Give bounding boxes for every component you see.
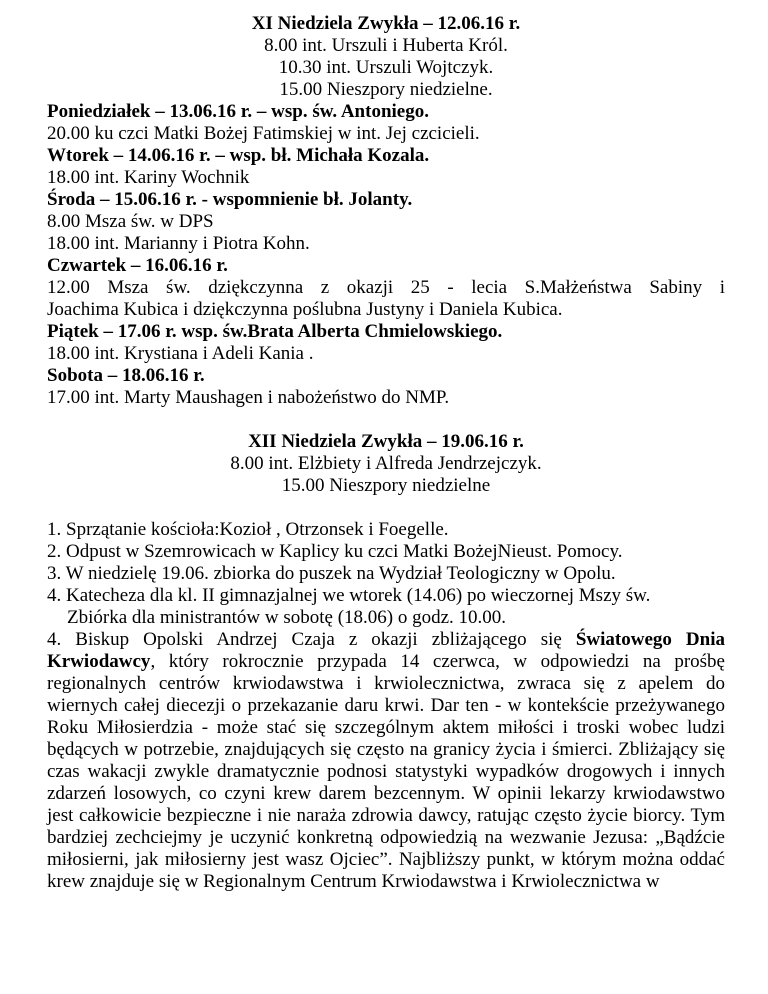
- day-line: 18.00 int. Kariny Wochnik: [47, 167, 250, 188]
- bishop-appeal-bold: Światowego Dnia Krwiodawcy: [47, 629, 725, 672]
- sunday-1-mass: 8.00 int. Urszuli i Huberta Król.: [264, 35, 508, 56]
- day-line: 20.00 ku czci Matki Bożej Fatimskiej w int. Jej czcicieli.: [47, 123, 480, 144]
- day-heading-tuesday: Wtorek – 14.06.16 r. – wsp. bł. Michała Kozala.: [47, 145, 430, 166]
- document-body: [47, 13, 725, 893]
- day-line: 12.00 Msza św. dziękczynna z okazji 25 - lecia S.Małżeństwa Sabiny i: [47, 277, 725, 298]
- day-heading-wednesday: Środa – 15.06.16 r. - wspomnienie bł. Jolanty.: [47, 189, 413, 210]
- sunday-1-mass: 15.00 Nieszpory niedzielne.: [279, 79, 493, 100]
- day-heading-friday: Piątek – 17.06 r. wsp. św.Brata Alberta Chmielowskiego.: [47, 321, 503, 342]
- day-heading-monday: Poniedziałek – 13.06.16 r. – wsp. św. Antoniego.: [47, 101, 429, 122]
- announcement-item: 3. W niedzielę 19.06. zbiorka do puszek na Wydział Teologiczny w Opolu.: [47, 563, 616, 584]
- day-line: 18.00 int. Marianny i Piotra Kohn.: [47, 233, 310, 254]
- sunday-2-title: XII Niedziela Zwykła – 19.06.16 r.: [248, 431, 524, 452]
- bishop-appeal-rest: , który rokrocznie przypada 14 czerwca, w odpowiedzi na prośbę regionalnych centrów krwiodawstwa i krwiolecznictwa, zwraca się z apelem do wiernych całej diecezji o przekazanie daru krwi. Dar ten - w kontekście przeżywanego Roku Miłosierdzia - może stać się szczególnym aktem miłości i troski wobec ludzi będących w potrzebie, znajdujących się często na granicy życia i śmierci. Zbliżający się czas wakacji zwykle dramatycznie podnosi statystyki wypadków drogowych i innych zdarzeń losowych, co czyni krew darem bezcennym. W opinii lekarzy krwiodawstwo jest całkowicie bezpieczne i nie naraża zdrowia dawcy, ratując często życie biorcy. Tym bardziej zechciejmy je uczynić konkretną odpowiedzią na wezwanie Jezusa: „Bądźcie miłosierni, jak miłosierny jest wasz Ojciec”. Najbliższy punkt, w którym można oddać krew znajduje się w Regionalnym Centrum Krwiodawstwa i Krwiolecznictwa w: [47, 651, 725, 892]
- day-line: 18.00 int. Krystiana i Adeli Kania .: [47, 343, 314, 364]
- day-heading-saturday: Sobota – 18.06.16 r.: [47, 365, 205, 386]
- day-line: 8.00 Msza św. w DPS: [47, 211, 214, 232]
- spacer: [47, 497, 725, 519]
- announcement-item: 1. Sprzątanie kościoła:Kozioł , Otrzonsek i Foegelle.: [47, 519, 449, 540]
- announcement-item: 2. Odpust w Szemrowicach w Kaplicy ku czci Matki BożejNieust. Pomocy.: [47, 541, 623, 562]
- sunday-1-mass: 10.30 int. Urszuli Wojtczyk.: [278, 57, 494, 78]
- sunday-2-mass: 8.00 int. Elżbiety i Alfreda Jendrzejczyk.: [230, 453, 542, 474]
- day-line: Joachima Kubica i dziękczynna poślubna Justyny i Daniela Kubica.: [47, 299, 563, 320]
- bishop-appeal-start: 4. Biskup Opolski Andrzej Czaja z okazji zbliżającego się: [47, 629, 562, 650]
- announcement-extra: Zbiórka dla ministrantów w sobotę (18.06) o godz. 10.00.: [67, 607, 507, 628]
- spacer: [47, 409, 725, 431]
- day-heading-thursday: Czwartek – 16.06.16 r.: [47, 255, 228, 276]
- sunday-2-mass: 15.00 Nieszpory niedzielne: [281, 475, 491, 496]
- bishop-appeal-paragraph: [47, 629, 725, 893]
- day-line: 17.00 int. Marty Maushagen i nabożeństwo do NMP.: [47, 387, 450, 408]
- announcement-item: 4. Katecheza dla kl. II gimnazjalnej we wtorek (14.06) po wieczornej Mszy św.: [47, 585, 651, 606]
- sunday-1-title: XI Niedziela Zwykła – 12.06.16 r.: [251, 13, 521, 34]
